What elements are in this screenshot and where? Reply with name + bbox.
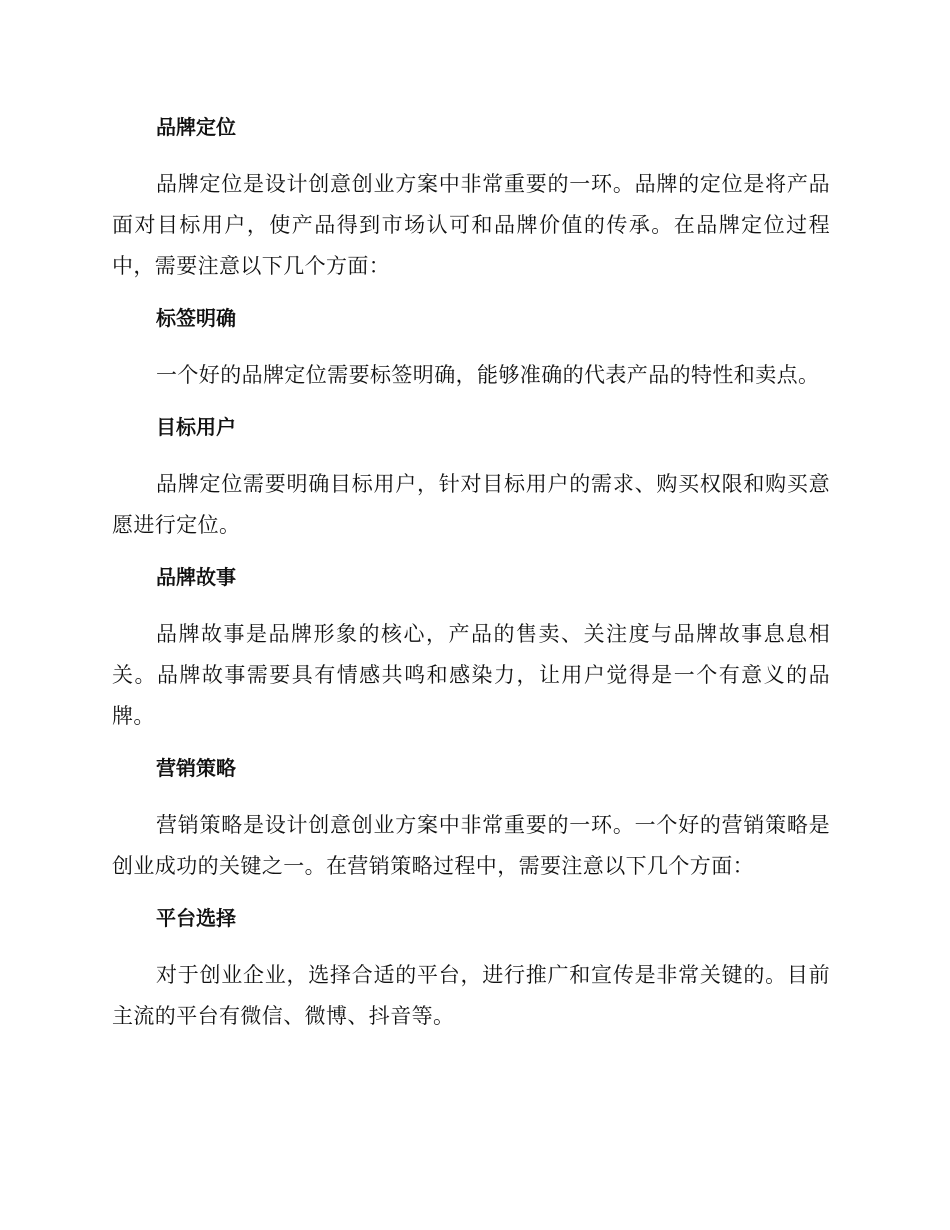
document-body bbox=[112, 110, 830, 1037]
section-paragraph-brand-story: 品牌故事是品牌形象的核心，产品的售卖、关注度与品牌故事息息相关。品牌故事需要具有情感共鸣和感染力，让用户觉得是一个有意义的品牌。 bbox=[112, 622, 830, 728]
section-paragraph-brand-positioning: 品牌定位是设计创意创业方案中非常重要的一环。品牌的定位是将产品面对目标用户，使产品得到市场认可和品牌价值的传承。在品牌定位过程中，需要注意以下几个方面： bbox=[112, 172, 830, 278]
section-paragraph-clear-labels: 一个好的品牌定位需要标签明确，能够准确的代表产品的特性和卖点。 bbox=[156, 363, 820, 387]
section-paragraph-platform-choice: 对于创业企业，选择合适的平台，进行推广和宣传是非常关键的。目前主流的平台有微信、微博、抖音等。 bbox=[112, 963, 830, 1028]
section-heading-marketing-strategy: 营销策略 bbox=[156, 756, 236, 780]
section-heading-clear-labels: 标签明确 bbox=[156, 306, 236, 330]
section-heading-brand-positioning: 品牌定位 bbox=[156, 115, 236, 139]
section-heading-platform-choice: 平台选择 bbox=[156, 906, 236, 930]
section-heading-target-users: 目标用户 bbox=[156, 415, 236, 439]
section-paragraph-target-users: 品牌定位需要明确目标用户，针对目标用户的需求、购买权限和购买意愿进行定位。 bbox=[112, 472, 830, 537]
section-paragraph-marketing-strategy: 营销策略是设计创意创业方案中非常重要的一环。一个好的营销策略是创业成功的关键之一。在营销策略过程中，需要注意以下几个方面： bbox=[112, 813, 830, 878]
section-heading-brand-story: 品牌故事 bbox=[156, 565, 236, 589]
